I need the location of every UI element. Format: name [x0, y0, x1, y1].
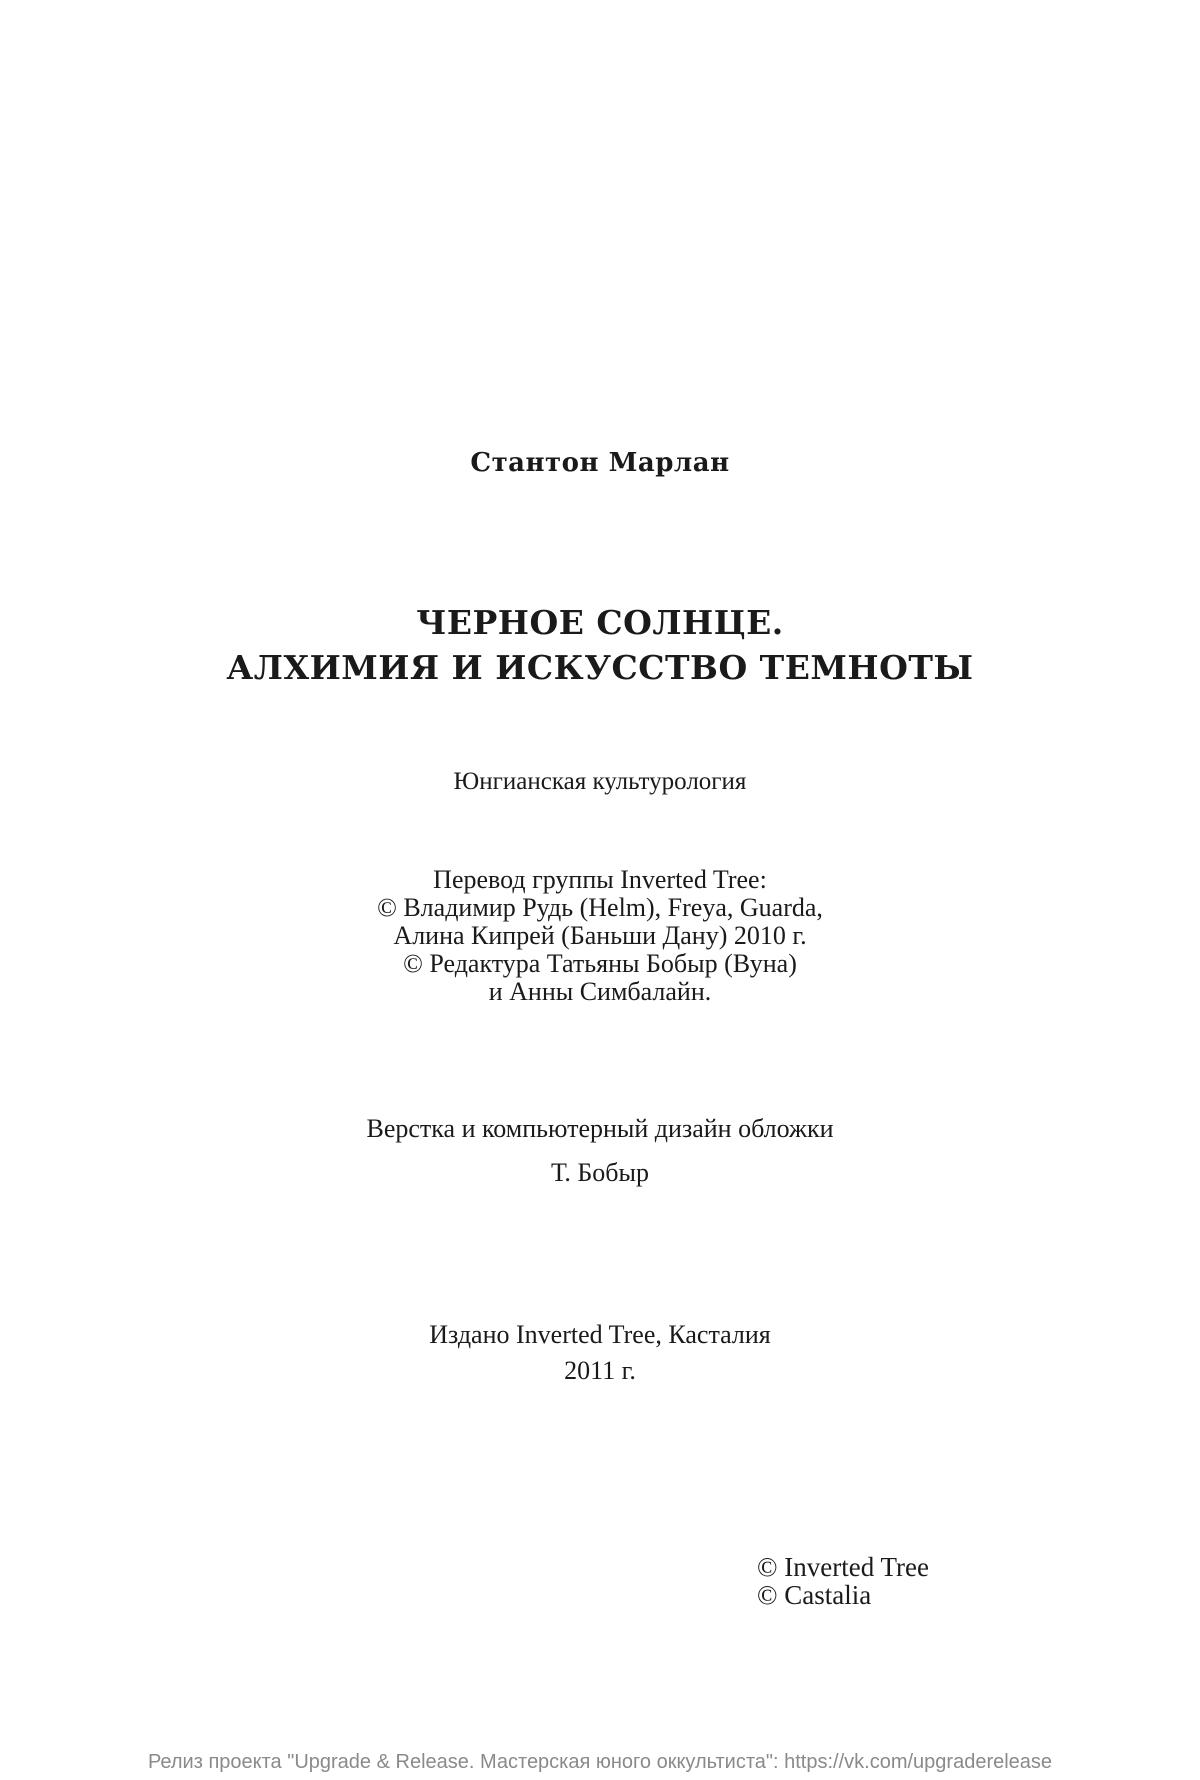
translation-line: © Владимир Рудь (Helm), Freya, Guarda,	[377, 893, 823, 922]
book-title-line-2: АЛХИМИЯ И ИСКУССТВО ТЕМНОТЫ	[226, 648, 974, 687]
publisher-info	[0, 1317, 1200, 1389]
series-name: Юнгианская культурология	[453, 768, 747, 795]
translation-line: © Редактура Татьяны Бобыр (Вуна)	[403, 949, 797, 978]
layout-credit-label: Верстка и компьютерный дизайн обложки	[366, 1114, 834, 1143]
release-footer: Релиз проекта "Upgrade & Release. Мастерская юного оккультиста": https://vk.com/upgraderelease	[147, 1751, 1053, 1773]
publication-year: 2011 г.	[564, 1356, 636, 1385]
copyright-line: © Castalia	[757, 1580, 872, 1610]
author-name: Стантон Марлан	[470, 448, 730, 478]
translation-line: Алина Кипрей (Баньши Дану) 2010 г.	[393, 921, 807, 950]
translation-credits	[0, 866, 1200, 1006]
book-title-line-1: ЧЕРНОЕ СОЛНЦЕ.	[416, 603, 784, 642]
book-title	[0, 600, 1200, 690]
translation-line: и Анны Симбалайн.	[488, 977, 712, 1006]
copyright-line: © Inverted Tree	[757, 1552, 929, 1582]
publisher-line: Издано Inverted Tree, Касталия	[429, 1320, 771, 1349]
layout-credit-name: Т. Бобыр	[551, 1158, 649, 1187]
layout-credits	[0, 1107, 1200, 1195]
copyright-block	[757, 1553, 929, 1609]
translation-line: Перевод группы Inverted Tree:	[433, 865, 767, 894]
